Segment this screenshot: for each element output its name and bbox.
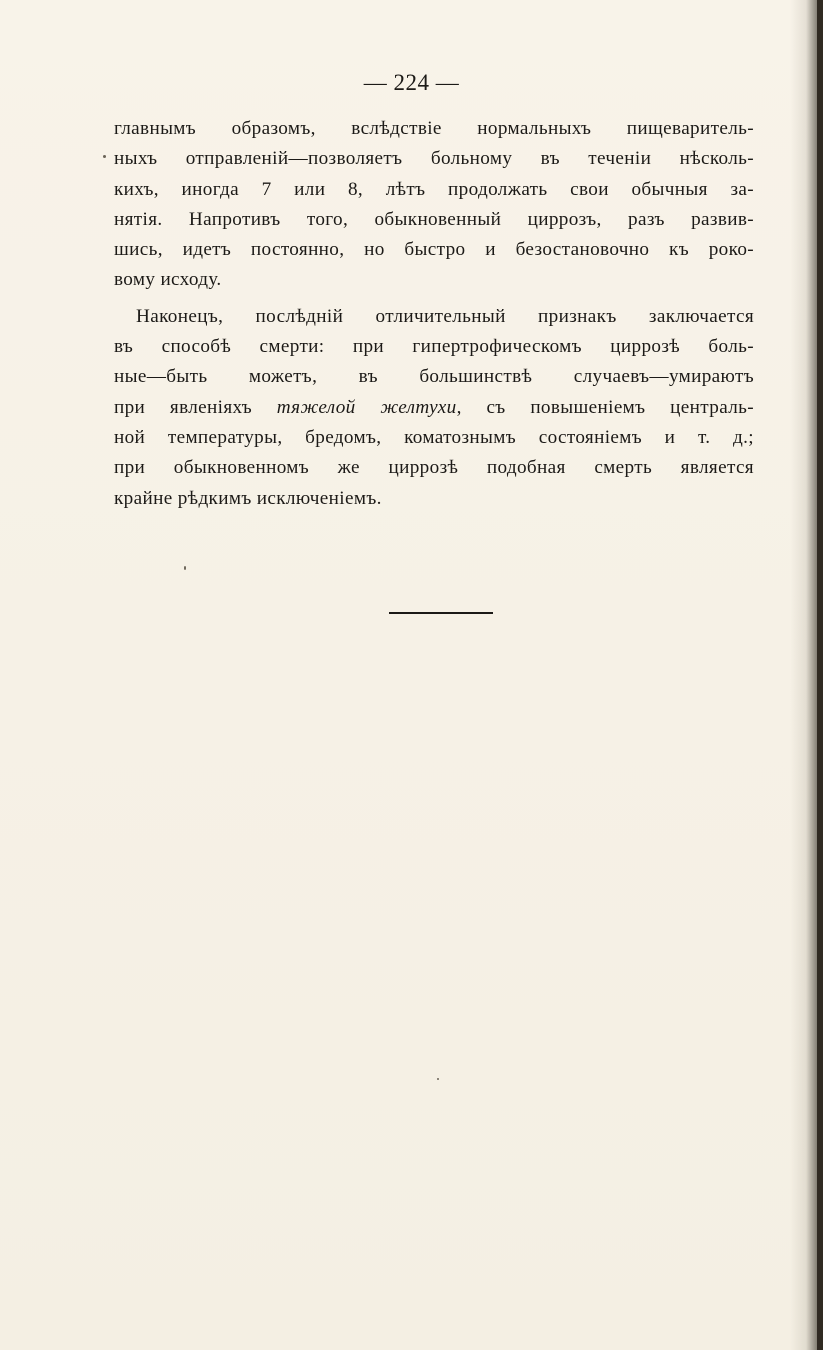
paragraph-1 — [114, 114, 754, 296]
section-end-rule — [389, 612, 493, 614]
text-line: ной температуры, бредомъ, коматознымъ состояніемъ и т. д.; — [114, 426, 754, 448]
text-line: шись, идетъ постоянно, но быстро и безостановочно къ роко- — [114, 239, 754, 261]
text-line: ные—быть можетъ, въ большинствѣ случаевъ—умираютъ — [114, 366, 754, 388]
text-line-with-italic — [114, 393, 754, 423]
paper-speck — [184, 566, 186, 570]
page-number: — 224 — — [363, 70, 460, 95]
paragraph-2 — [114, 302, 754, 514]
text-line: кихъ, иногда 7 или 8, лѣтъ продолжать свои обычныя за- — [114, 178, 754, 200]
text-line: ныхъ отправленій—позволяетъ больному въ теченіи нѣсколь- — [114, 148, 754, 170]
paper-speck — [437, 1078, 439, 1080]
body-text — [114, 114, 754, 514]
text-line: вому исходу. — [114, 269, 222, 291]
text-line: при обыкновенномъ же циррозѣ подобная смерть является — [114, 457, 754, 479]
text-line: нятія. Напротивъ того, обыкновенный циррозъ, разъ развив- — [114, 208, 754, 230]
text-line: крайне рѣдкимъ исключеніемъ. — [114, 487, 382, 509]
page-edge-shadow — [817, 0, 823, 1350]
text-line: Наконецъ, послѣдній отличительный признакъ заключается — [136, 305, 754, 327]
text-run: , съ повышеніемъ централь- — [456, 396, 754, 418]
italic-phrase: тяжелой желтухи — [276, 396, 457, 418]
text-line: главнымъ образомъ, вслѣдствіе нормальныхъ пищеваритель- — [114, 118, 754, 139]
text-run: при явленіяхъ — [114, 396, 277, 418]
text-line: въ способѣ смерти: при гипертрофическомъ циррозѣ боль- — [114, 336, 754, 358]
paper-speck — [103, 155, 106, 158]
